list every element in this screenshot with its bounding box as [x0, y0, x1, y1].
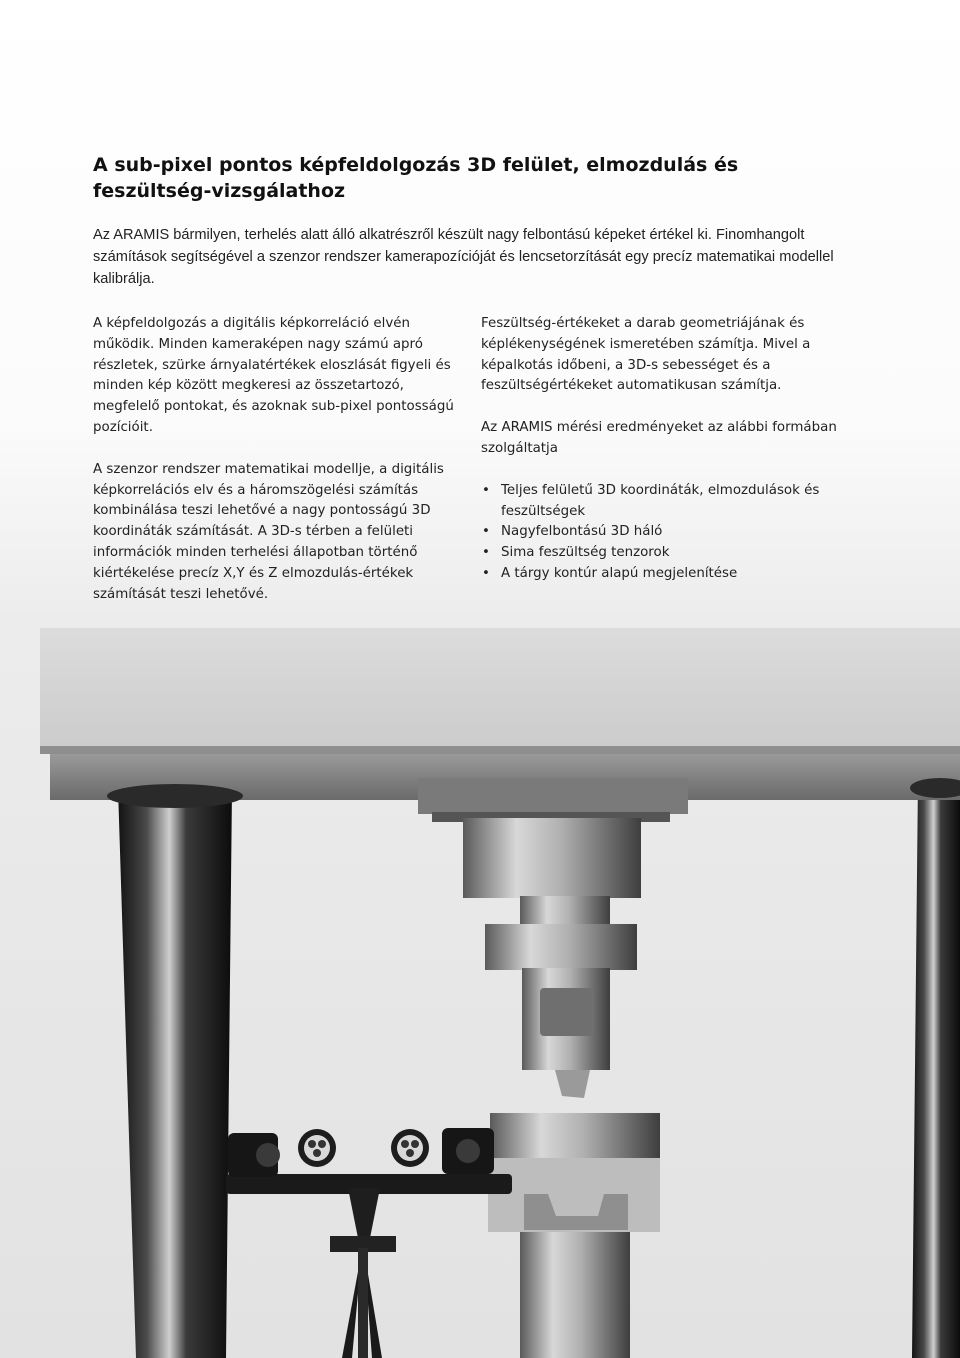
list-item	[481, 522, 856, 543]
grip-collar	[485, 924, 637, 970]
list-item-text: A tárgy kontúr alapú megjelenítése	[501, 565, 738, 581]
testing-machine-photo	[0, 628, 960, 1358]
lower-grip-upper	[490, 1113, 660, 1161]
right-column-post	[912, 778, 960, 1358]
list-item	[481, 543, 856, 564]
bullet-icon: •	[482, 482, 490, 498]
feature-list	[481, 481, 856, 585]
crosshead-top	[40, 628, 960, 753]
list-item-text: Teljes felületű 3D koordináták, elmozdulások és feszültségek	[501, 482, 820, 519]
right-column	[481, 314, 856, 585]
right-paragraph-1: Feszültség-értékeket a darab geometriájának és képlékenységének ismeretében számítja. Mivel a képalkotás időbeni, a 3D-s sebességet és a feszültségértékeket automatikusan számítja.	[481, 316, 811, 394]
left-paragraph-2: A szenzor rendszer matematikai modellje, a digitális képkorrelációs elv és a háromszögelési számítás kombinálása teszi lehetővé a nagy pontosságú 3D koordináták számítását. A 3D-s térben a felületi információk minden terhelési állapotban történő kiértékelése precíz X,Y és Z elmozdulás-értékek számítását teszi lehetővé.	[93, 461, 444, 602]
bullet-icon: •	[482, 565, 490, 581]
left-column-post	[118, 788, 232, 1358]
left-paragraph-1: A képfeldolgozás a digitális képkorreláció elvén működik. Minden kameraképen nagy számú apró részletek, szürke árnyalatértékek eloszlását figyeli és minden kép között megkeresi az összetartozó, megfelelő pontokat, és azoknak sub-pixel pontosságú pozícióit.	[93, 316, 454, 435]
lower-grip-shaft	[520, 1232, 630, 1358]
list-item-text: Nagyfelbontású 3D háló	[501, 524, 663, 540]
bullet-icon: •	[482, 545, 490, 561]
list-item-text: Sima feszültség tenzorok	[501, 545, 670, 561]
intro-paragraph: Az ARAMIS bármilyen, terhelés alatt álló alkatrészről készült nagy felbontású képeket értékel ki. Finomhangolt számítások segítségével a szenzor rendszer kamerapozícióját és lencsetorzítását egy precíz matematikai modellel kalibrálja.	[93, 227, 834, 287]
list-item	[481, 564, 856, 585]
load-cell	[463, 818, 641, 898]
bullet-icon: •	[482, 524, 490, 540]
page-title: A sub-pixel pontos képfeldolgozás 3D felület, elmozdulás és feszültség-vizsgálathoz	[93, 154, 739, 202]
right-paragraph-2: Az ARAMIS mérési eredményeket az alábbi formában szolgáltatja	[481, 420, 837, 456]
left-column	[93, 314, 468, 626]
list-item	[481, 481, 856, 523]
